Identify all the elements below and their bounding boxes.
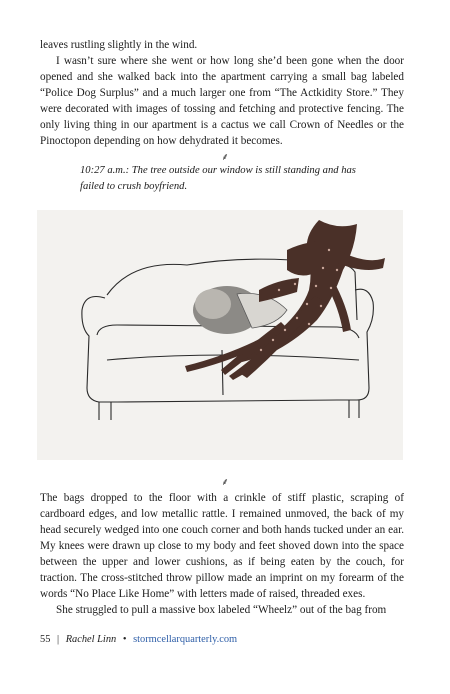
paragraph-wheelz-box: She struggled to pull a massive box labeled “Wheelz” out of the bag from: [56, 604, 387, 616]
footer-separator: |: [57, 634, 60, 645]
section-ornament: ⸙: [221, 152, 229, 163]
paragraph-shopping-bags: I wasn’t sure where she went or how long she’d been gone when the door opened and she walked back into the apartment carrying a small bag labeled “Police Dog Surplus” and a much larger one from “The Actkidity Store.” They were decorated with images of tossing and fetching and protective fencing. The only living thing in our apartment is a cactus we call Crown of Needles or the Pinoctopon depending on how dehydrated it becomes.: [40, 55, 404, 147]
couch-tree-drawing: [37, 210, 403, 460]
paragraph-bags-dropped: The bags dropped to the floor with a crinkle of stiff plastic, scraping of cardboard edges, and low metallic rattle. I remained unmoved, the back of my head securely wedged into one couch corner and both hands tucked under an ear. My knees were drawn up close to my body and feet shoved down into the space between the upper and lower cushions, as if being eaten by the couch, for traction. The cross-stitched throw pillow made an imprint on my forearm of the words “No Place Like Home” with letters made of raised, threaded exes.: [40, 492, 404, 600]
page-footer: [40, 634, 237, 645]
author-name: Rachel Linn: [65, 634, 117, 645]
bottom-text: [40, 490, 404, 618]
section-ornament: ⸙: [221, 477, 229, 488]
diary-entry: 10:27 a.m.: The tree outside our window is still standing and has failed to crush boyfriend.: [80, 165, 356, 192]
paragraph-continuation: leaves rustling slightly in the wind.: [40, 39, 198, 51]
page-number: 55: [40, 634, 51, 645]
illustration: [37, 210, 403, 460]
website-link[interactable]: stormcellarquarterly.com: [133, 634, 238, 645]
footer-bullet: •: [122, 634, 127, 645]
top-text: [40, 37, 404, 149]
